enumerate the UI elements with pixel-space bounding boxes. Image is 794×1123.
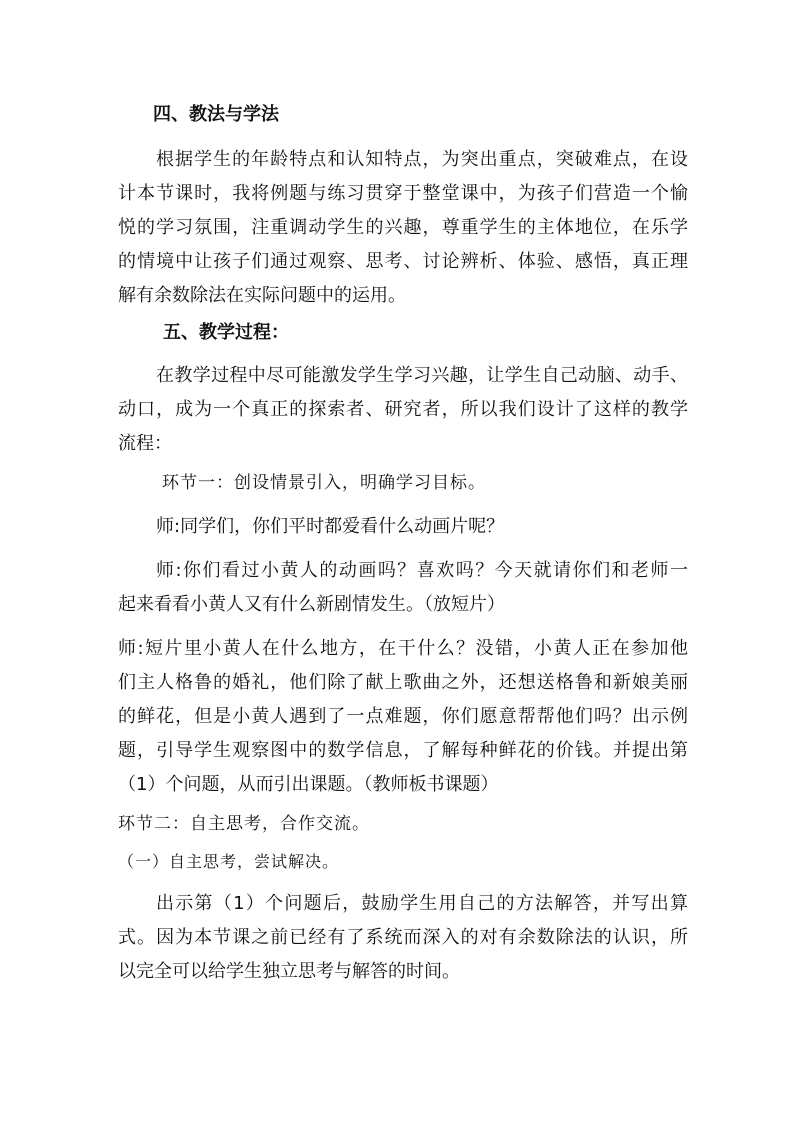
section4-line: 悦的学习氛围，注重调动学生的兴趣，尊重学生的主体地位，在乐学 — [118, 217, 688, 238]
sub1-title: （一）自主思考，尝试解决。 — [118, 852, 340, 871]
section4-line: 的情境中让孩子们通过观察、思考、讨论辨析、体验、感悟，真正理 — [118, 251, 688, 272]
sub1-line: 式。因为本节课之前已经有了系统而深入的对有余数除法的认识，所 — [118, 927, 688, 948]
teacher-line: 师:短片里小黄人在什么地方，在干什么？没错，小黄人正在参加他 — [118, 638, 688, 659]
teacher-line: 的鲜花，但是小黄人遇到了一点难题，你们愿意帮帮他们吗？出示例 — [118, 706, 688, 727]
section4-line: 解有余数除法在实际问题中的运用。 — [118, 285, 406, 306]
teacher-line: 起来看看小黄人又有什么新剧情发生。（放短片） — [118, 594, 505, 615]
teacher-line: 们主人格鲁的婚礼，他们除了献上歌曲之外，还想送格鲁和新娘美丽 — [118, 672, 688, 693]
section4-line: 计本节课时，我将例题与练习贯穿于整堂课中，为孩子们营造一个愉 — [118, 183, 688, 204]
section5-intro-line: 动口，成为一个真正的探索者、研究者，所以我们设计了这样的教学 — [118, 399, 688, 420]
section5-heading: 五、教学过程： — [163, 322, 289, 343]
teacher-line: 师:同学们，你们平时都爱看什么动画片呢？ — [156, 516, 505, 537]
teacher-line: 师:你们看过小黄人的动画吗？喜欢吗？今天就请你们和老师一 — [156, 560, 688, 581]
section4-heading: 四、教法与学法 — [153, 104, 279, 125]
step1-title: 环节一：创设情景引入，明确学习目标。 — [162, 473, 486, 493]
teacher-line: 题，引导学生观察图中的数学信息，了解每种鲜花的价钱。并提出第 — [118, 740, 688, 761]
step2-title: 环节二：自主思考，合作交流。 — [118, 814, 370, 834]
section4-line: 根据学生的年龄特点和认知特点，为突出重点，突破难点，在设 — [156, 149, 688, 170]
sub1-line: 出示第（1）个问题后，鼓励学生用自己的方法解答，并写出算 — [156, 893, 688, 914]
sub1-line: 以完全可以给学生独立思考与解答的时间。 — [118, 961, 460, 982]
section5-intro-line: 流程： — [118, 433, 172, 454]
section5-intro-line: 在教学过程中尽可能激发学生学习兴趣，让学生自己动脑、动手、 — [156, 365, 688, 386]
teacher-line: （1）个问题，从而引出课题。（教师板书课题） — [118, 774, 499, 795]
